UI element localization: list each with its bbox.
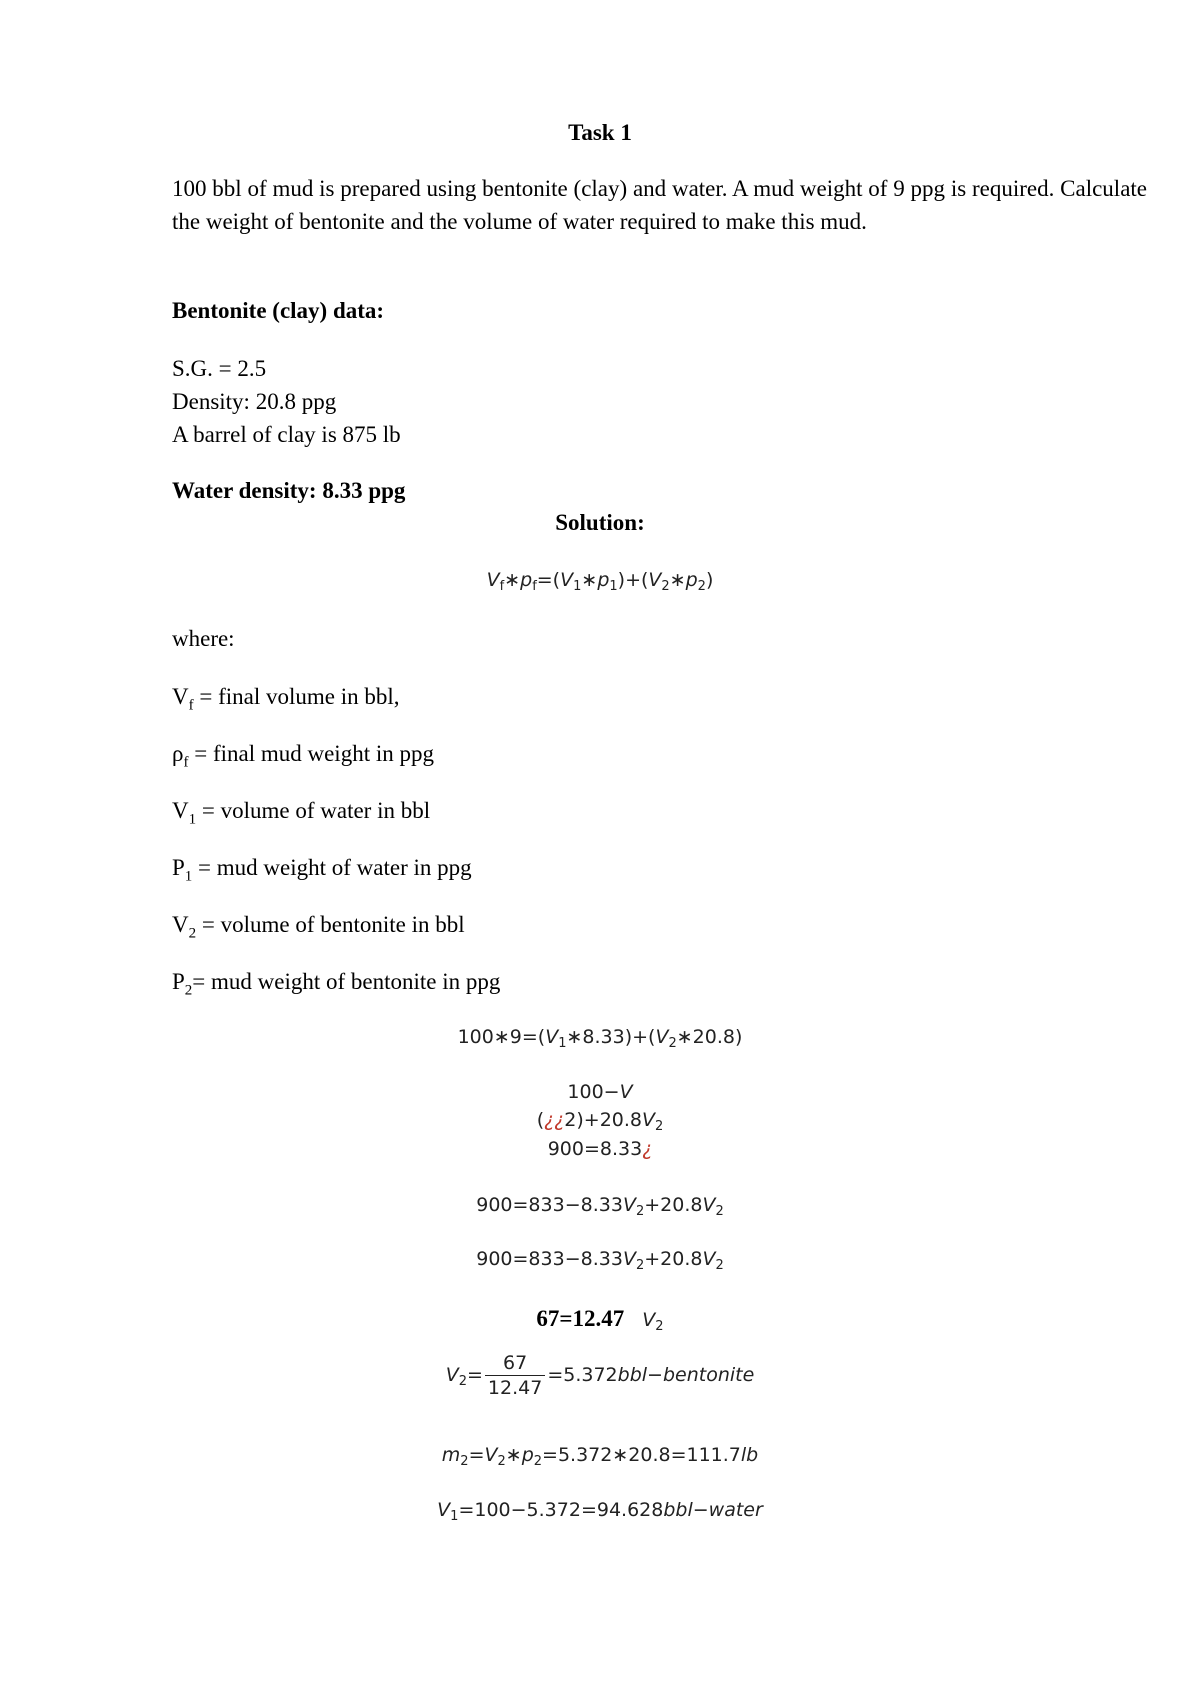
solution-heading: Solution:: [555, 510, 645, 535]
water-density: Water density: 8.33 ppg: [172, 478, 406, 503]
equation-garbled-line3: 900=8.33¿: [547, 1138, 653, 1160]
task-title: Task 1: [568, 120, 632, 145]
definition-vf: $V_f$ = final volume in bbl,: [172, 684, 400, 714]
definition-p1: $P_1$ = mud weight of water in ppg: [172, 855, 472, 885]
equation-v2-result: $V_2=$ $\frac{67}{12.47}$ =5.372bbl−bentonite: [445, 1352, 755, 1399]
definition-p2: $P_2=$ mud weight of bentonite in ppg: [172, 969, 501, 999]
equation-garbled-line2: $(¿¿2)+20.8V_2$: [536, 1109, 664, 1134]
bentonite-sg: S.G. = 2.5: [172, 356, 267, 381]
where-label: where:: [172, 626, 235, 651]
equation-garbled-line1: 100−V: [567, 1081, 633, 1103]
equation-substituted: $100∗9=(V_1∗8.33)+(V_2∗20.8)$: [457, 1026, 743, 1051]
bentonite-density: Density: 20.8 ppg: [172, 389, 337, 414]
definition-rhof: $\rho_f$ = final mud weight in ppg: [172, 741, 434, 771]
bentonite-heading: Bentonite (clay) data:: [172, 298, 385, 323]
main-equation: $V_f∗p_f=(V_1∗p_1)+(V_2∗p_2)$: [486, 569, 714, 594]
fraction: $\frac{67}{12.47}$: [485, 1351, 545, 1400]
equation-expanded-1: $900=833-8.33V_2+20.8V_2$: [476, 1194, 724, 1219]
equation-expanded-2: $900=833-8.33V_2+20.8V_2$: [476, 1248, 724, 1273]
definition-v1: $V_1$ = volume of water in bbl: [172, 798, 431, 828]
equation-simplified: 67=12.47 $V_2$: [536, 1306, 664, 1334]
equation-mass-bentonite: $m_2=V_2∗p_2=5.372∗20.8=111.7lb$: [441, 1444, 759, 1469]
definition-v2: $V_2$ = volume of bentonite in bbl: [172, 912, 465, 942]
bentonite-barrel-weight: A barrel of clay is 875 lb: [172, 422, 401, 447]
problem-statement: 100 bbl of mud is prepared using bentonite (clay) and water. A mud weight of 9 ppg is required. Calculate the weight of bentonite and the volume of water required to make this mud.: [172, 176, 1147, 234]
equation-v1-result: $V_1=100-5.372=94.628bbl-water$: [437, 1499, 763, 1524]
